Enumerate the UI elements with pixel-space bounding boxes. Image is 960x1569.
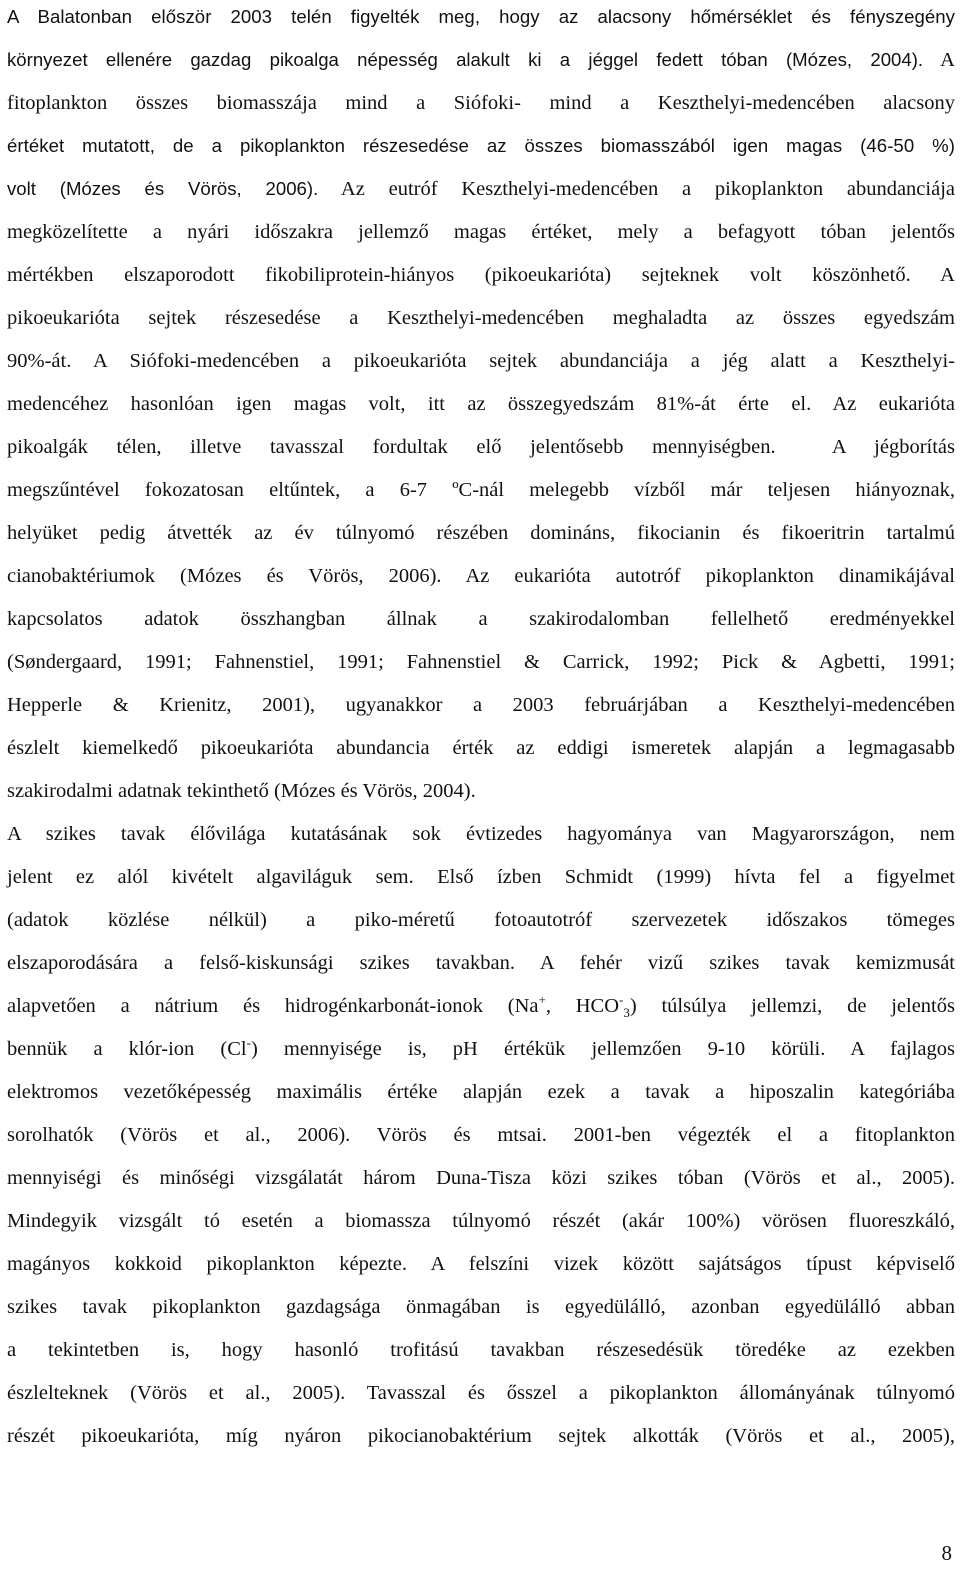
- text-line: részét pikoeukarióta, míg nyáron pikocianobaktérium sejtek alkották (Vörös et al., 2005),: [7, 1425, 955, 1447]
- text-line: elszaporodására a felső-kiskunsági szikes tavakban. A fehér vizű szikes tavak kemizmusát: [7, 952, 955, 974]
- text-line: bennük a klór-ion (Cl-) mennyisége is, pH értékük jellemzően 9-10 körüli. A fajlagos: [7, 1035, 955, 1060]
- text-line: kapcsolatos adatok összhangban állnak a szakirodalomban fellelhető eredményekkel: [7, 608, 955, 630]
- text-line: a tekintetben is, hogy hasonló trofitású tavakban részesedésük töredéke az ezekben: [7, 1339, 955, 1361]
- text-line: Hepperle & Krienitz, 2001), ugyanakkor a 2003 februárjában a Keszthelyi-medencében: [7, 694, 955, 716]
- text-line: volt (Mózes és Vörös, 2006). Az eutróf Keszthelyi-medencében a pikoplankton abundanciája: [7, 178, 955, 200]
- text-line: észlelteknek (Vörös et al., 2005). Tavasszal és ősszel a pikoplankton állományának túlnyomó: [7, 1382, 955, 1404]
- text-line: fitoplankton összes biomasszája mind a Siófoki- mind a Keszthelyi-medencében alacsony: [7, 92, 955, 114]
- text-line: (adatok közlése nélkül) a piko-méretű fotoautotróf szervezetek időszakos tömeges: [7, 909, 955, 931]
- text-line: alapvetően a nátrium és hidrogénkarbonát-ionok (Na+, $HCO^-_3$) túlsúlya jellemzi, de jelentős: [7, 992, 955, 1020]
- text-line: pikoeukarióta sejtek részesedése a Keszthelyi-medencében meghaladta az összes egyedszám: [7, 307, 955, 329]
- text-line: cianobaktériumok (Mózes és Vörös, 2006). Az eukarióta autotróf pikoplankton dinamikájával: [7, 565, 955, 587]
- text-line: mértékben elszaporodott fikobiliprotein-hiányos (pikoeukarióta) sejteknek volt köszönhető. A: [7, 264, 955, 286]
- text-line: pikoalgák télen, illetve tavasszal fordultak elő jelentősebb mennyiségben. A jégborítás: [7, 436, 955, 458]
- text-line: helyüket pedig átvették az év túlnyomó részében domináns, fikocianin és fikoeritrin tartalmú: [7, 522, 955, 544]
- text-line: (Søndergaard, 1991; Fahnenstiel, 1991; Fahnenstiel & Carrick, 1992; Pick & Agbetti, 1991;: [7, 651, 955, 673]
- text-line: A Balatonban először 2003 telén figyelték meg, hogy az alacsony hőmérséklet és fényszegény: [7, 6, 955, 27]
- text-line: 90%-át. A Siófoki-medencében a pikoeukarióta sejtek abundanciája a jég alatt a Keszthelyi-: [7, 350, 955, 372]
- text-line: megszűntével fokozatosan eltűntek, a 6-7 ºC-nál melegebb vízből már teljesen hiányoznak,: [7, 479, 955, 501]
- superscript: -: [246, 1035, 251, 1050]
- text-line: sorolhatók (Vörös et al., 2006). Vörös és mtsai. 2001-ben végezték el a fitoplankton: [7, 1124, 955, 1146]
- superscript: -: [619, 992, 624, 1007]
- text-line: mennyiségi és minőségi vizsgálatát három Duna-Tisza közi szikes tóban (Vörös et al., 2005).: [7, 1167, 955, 1189]
- text-line: Mindegyik vizsgált tó esetén a biomassza túlnyomó részét (akár 100%) vörösen fluoreszkáló,: [7, 1210, 955, 1232]
- text-line: elektromos vezetőképesség maximális értéke alapján ezek a tavak a hiposzalin kategóriába: [7, 1081, 955, 1103]
- text-line: magányos kokkoid pikoplankton képezte. A felszíni vizek között sajátságos típust képviselő: [7, 1253, 955, 1275]
- text-line: szakirodalmi adatnak tekinthető (Mózes és Vörös, 2004).: [7, 780, 476, 802]
- text-line: megközelítette a nyári időszakra jellemző magas értéket, mely a befagyott tóban jelentős: [7, 221, 955, 243]
- text-line: értéket mutatott, de a pikoplankton részesedése az összes biomasszából igen magas (46-50 %): [7, 135, 955, 156]
- page-number: 8: [941, 1541, 952, 1565]
- superscript: +: [538, 992, 546, 1007]
- text-line: jelent ez alól kivételt algaviláguk sem. Első ízben Schmidt (1999) hívta fel a figyelmet: [7, 866, 955, 888]
- text-line: A szikes tavak élővilága kutatásának sok évtizedes hagyománya van Magyarországon, nem: [7, 823, 955, 845]
- text-line: környezet ellenére gazdag pikoalga népesség alakult ki a jéggel fedett tóban (Mózes, 2004). A: [7, 49, 955, 71]
- text-line: medencéhez hasonlóan igen magas volt, itt az összegyedszám 81%-át érte el. Az eukarióta: [7, 393, 955, 415]
- subscript: 3: [623, 1005, 630, 1020]
- text-line: szikes tavak pikoplankton gazdagsága önmagában is egyedülálló, azonban egyedülálló abban: [7, 1296, 955, 1318]
- text-line: észlelt kiemelkedő pikoeukarióta abundancia érték az eddigi ismeretek alapján a legmagasabb: [7, 737, 955, 759]
